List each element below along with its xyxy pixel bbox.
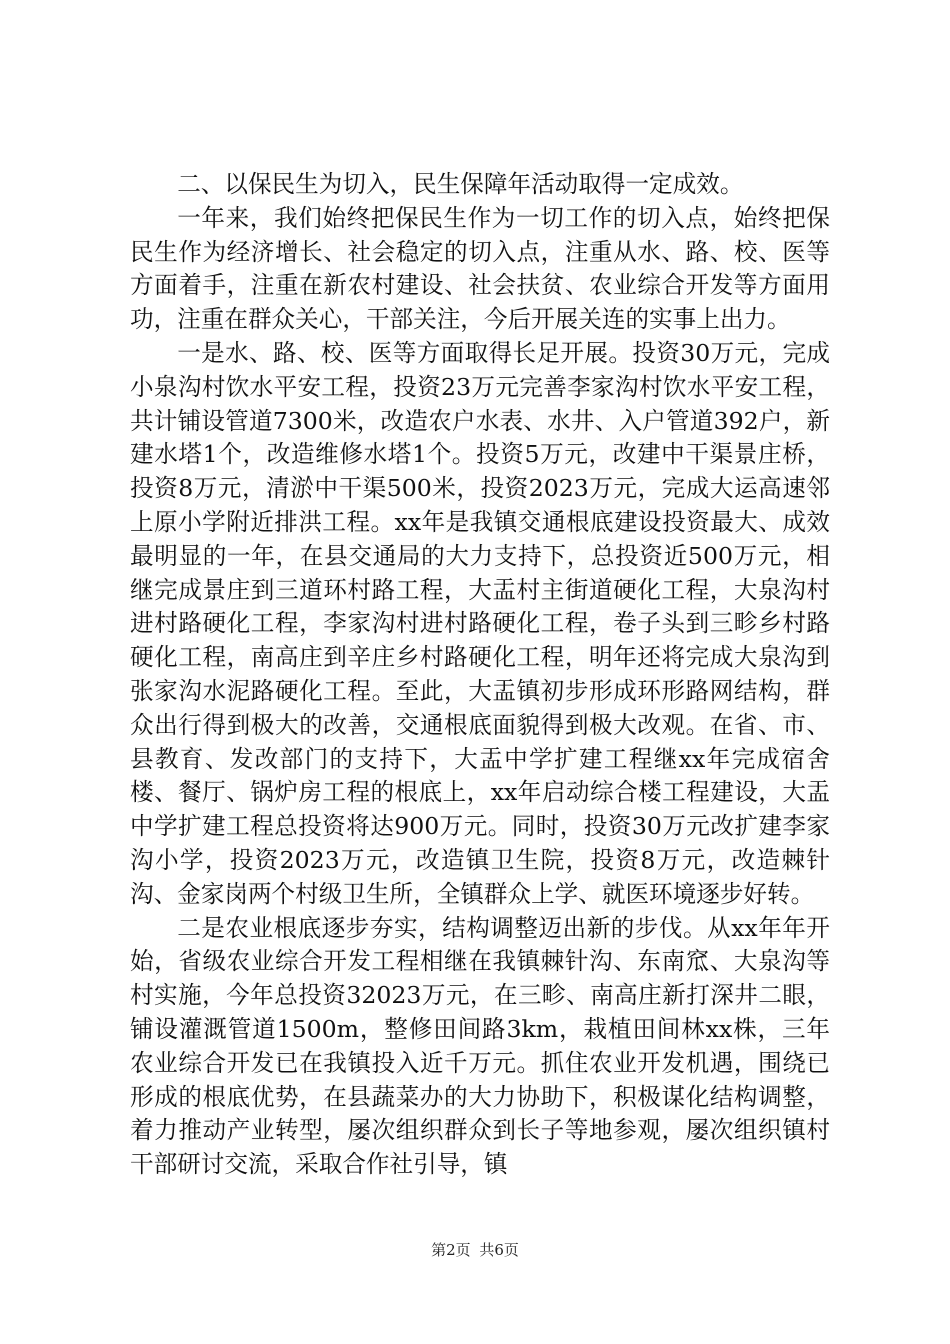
page-footer — [0, 1240, 950, 1260]
paragraph-agriculture: 二是农业根底逐步夯实，结构调整迈出新的步伐。从xx年年开始，省级农业综合开发工程相继在我镇棘针沟、东南窊、大泉沟等村实施，今年总投资32023万元，在三畛、南高庄新打深井二眼，铺设灌溉管道1500m，整修田间路3km，栽植田间林xx株，三年农业综合开发已在我镇投入近千万元。抓住农业开发机遇，围绕已形成的根底优势，在县蔬菜办的大力协助下，积极谋化结构调整，着力推动产业转型，屡次组织群众到长子等地参观，屡次组织镇村干部研讨交流，采取合作社引导，镇 — [130, 913, 830, 1179]
page-number: 第2页 — [431, 1241, 471, 1259]
paragraph-heading: 二、以保民生为切入，民生保障年活动取得一定成效。 — [177, 170, 744, 198]
paragraph-intro: 一年来，我们始终把保民生作为一切工作的切入点，始终把保民生作为经济增长、社会稳定的切入点，注重从水、路、校、医等方面着手，注重在新农村建设、社会扶贫、农业综合开发等方面用功，注重在群众关心，干部关注，今后开展关连的实事上出力。 — [130, 203, 830, 334]
page-total: 共6页 — [479, 1241, 519, 1259]
paragraph-infrastructure: 一是水、路、校、医等方面取得长足开展。投资30万元，完成小泉沟村饮水平安工程，投资23万元完善李家沟村饮水平安工程，共计铺设管道7300米，改造农户水表、水井、入户管道392户，新建水塔1个，改造维修水塔1个。投资5万元，改建中干渠景庄桥，投资8万元，清淤中干渠500米，投资2023万元，完成大运高速邻上原小学附近排洪工程。xx年是我镇交通根底建设投资最大、成效最明显的一年，在县交通局的大力支持下，总投资近500万元，相继完成景庄到三道环村路工程，大盂村主街道硬化工程，大泉沟村进村路硬化工程，李家沟村进村路硬化工程，卷子头到三畛乡村路硬化工程，南高庄到辛庄乡村路硬化工程，明年还将完成大泉沟到张家沟水泥路硬化工程。至此，大盂镇初步形成环形路网结构，群众出行得到极大的改善，交通根底面貌得到极大改观。在省、市、县教育、发改部门的支持下，大盂中学扩建工程继xx年完成宿舍楼、餐厅、锅炉房工程的根底上，xx年启动综合楼工程建设，大盂中学扩建工程总投资将达900万元。同时，投资30万元改扩建李家沟小学，投资2023万元，改造镇卫生院，投资8万元，改造棘针沟、金家岗两个村级卫生所，全镇群众上学、就医环境逐步好转。 — [130, 338, 830, 908]
document-body — [130, 168, 830, 1182]
